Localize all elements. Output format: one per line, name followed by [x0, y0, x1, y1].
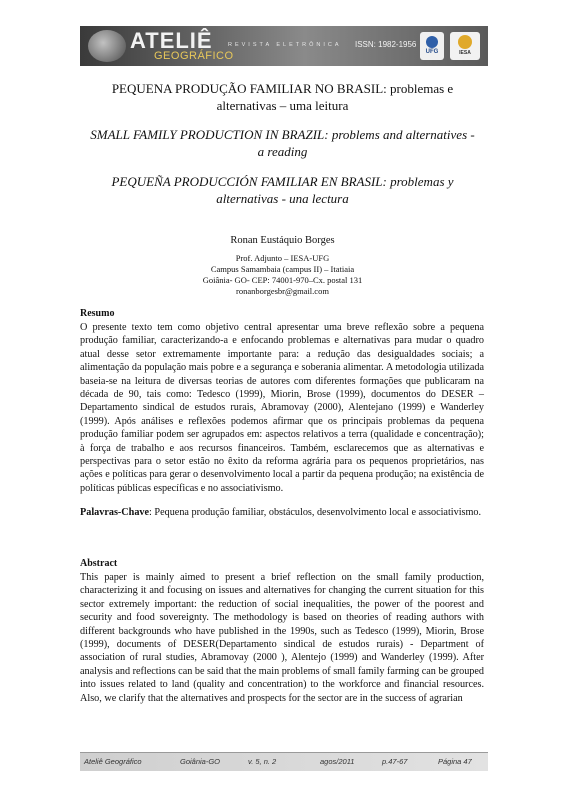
author-name: Ronan Eustáquio Borges — [230, 235, 335, 246]
keywords-paragraph — [80, 506, 484, 519]
author-affiliation — [0, 253, 565, 297]
affiliation-line: Goiânia- GO- CEP: 74001-970–Cx. postal 131 — [202, 275, 363, 285]
footer-place: Goiânia-GO — [180, 757, 221, 766]
ufg-logo-icon: UFG — [420, 32, 444, 60]
journal-logo-subtitle: GEOGRÁFICO — [154, 50, 234, 62]
page-footer — [80, 752, 488, 771]
journal-logo-title: ATELIÊ — [130, 28, 213, 53]
affiliation-line: Prof. Adjunto – IESA-UFG — [235, 253, 330, 263]
issn-label: ISSN: 1982-1956 — [355, 40, 417, 49]
abstract-text: This paper is mainly aimed to present a brief reflection on the small family production, characterizing it and focusing on issues and alternatives for changing the current situation for this sector extremely important: the reduction of social inequalities, the power of the poorest and security and food sovereignty. The methodology is based on theories of reading authors with different backgrounds who have published in the 1990s, such as Tedesco (1999), Miorin, Brose (1999), documents of DESER(Departamento sindical de estudos rurais) - Department of association of rural studies, Abramovay (2000 ), Alentejo (1999) and Wanderley (1999). After analysis and reflections can be said that the main problems of small family farming can be grouped into issues related to land (quality and concentration) to the workforce and financial resources. Also, we clarify that the alternatives and prospects for the sector are in the success of agrarian — [80, 572, 484, 704]
keywords-label: Palavras-Chave — [80, 507, 150, 518]
author-email: ronanborgesbr@gmail.com — [236, 286, 329, 296]
keywords-text: : Pequena produção familiar, obstáculos, desenvolvimento local e associativismo. — [149, 507, 482, 518]
title-spanish: PEQUEÑA PRODUCCIÓN FAMILIAR EN BRASIL: problemas y alternativas - una lectura — [111, 174, 454, 206]
resumo-heading: Resumo — [80, 308, 115, 319]
title-english: SMALL FAMILY PRODUCTION IN BRAZIL: problems and alternatives - a reading — [90, 127, 475, 159]
footer-journal: Ateliê Geográfico — [84, 757, 142, 766]
affiliation-line: Campus Samambaia (campus II) – Itatiaia — [210, 264, 355, 274]
title-portuguese: PEQUENA PRODUÇÃO FAMILIAR NO BRASIL: problemas e alternativas – uma leitura — [111, 81, 454, 113]
journal-header-banner — [80, 26, 488, 66]
footer-page-number: Página 47 — [438, 757, 472, 766]
abstract-heading: Abstract — [80, 558, 118, 569]
iesa-logo-icon: IESA — [450, 32, 480, 60]
resumo-text: O presente texto tem como objetivo central apresentar uma breve reflexão sobre a pequena produção familiar, caracterizando-a e enfocando problemas e alternativas para mudar o quadro atual desse setor extremamente importante para: a redução das desigualdades sociais; a alimentação da população mais pobre e a segurança e soberania alimentar. A metodologia utilizada baseia-se na leitura de diversas teorias de autores com diferentes formações que publicaram na década de 90, tais como: Tedesco (1999), Miorin, Brose (1999), documentos do DESER – Departamento sindical de estudos rurais, Abramovay (2000), Alentejano (1999) e Wanderley (1999). Após análises e reflexões podemos afirmar que os principais problemas da pequena produção familiar podem ser agrupados em: aspectos relativos a terra (qualidade e concentração); à força de trabalho e aos recursos financeiros. Também, esclarecemos que as alternativas e perspectivas para o setor estão no êxito da reforma agrária para os pequenos proprietários, nas ações e políticas para gerar o desenvolvimento local a partir da pequena produção; na existência de políticas públicas específicas e no associativismo. — [80, 322, 484, 494]
footer-date: agos/2011 — [320, 757, 355, 766]
journal-tagline: REVISTA ELETRÔNICA — [228, 42, 342, 48]
footer-volume: v. 5, n. 2 — [248, 757, 277, 766]
globe-logo-icon — [88, 30, 126, 62]
footer-pages: p.47-67 — [382, 757, 408, 766]
